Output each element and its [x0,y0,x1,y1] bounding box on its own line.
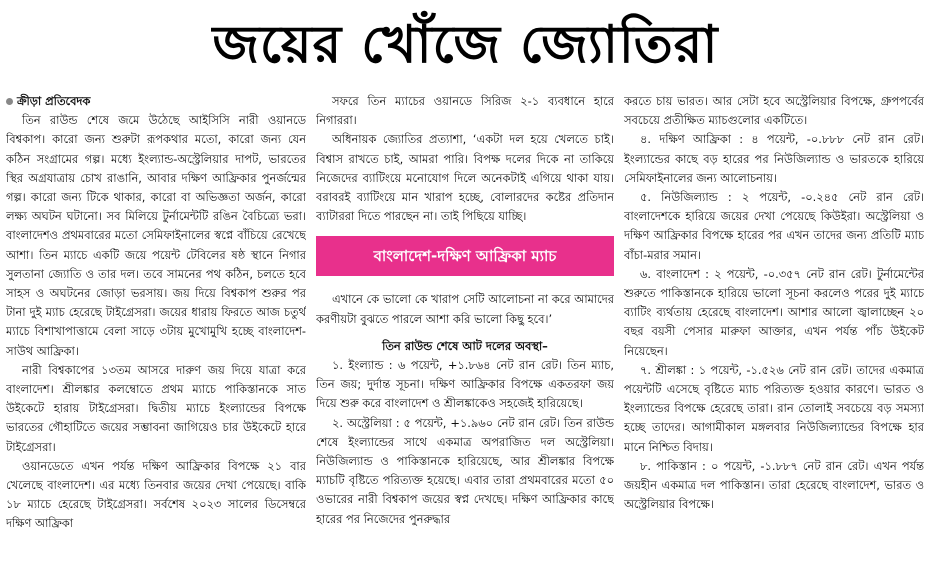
standing-entry: ১. ইংল্যান্ড : ৬ পয়েন্ট, +১.৮৬৪ নেট রান রেট। তিন ম্যাচ, তিন জয়; দুর্দান্ত সূচনা। দক্ষিণ আফ্রিকার বিপক্ষে একতরফা জয় দিয়ে শুরু করে বাংলাদেশ ও শ্রীলঙ্কাকেও সহজেই হারিয়েছে। [316,358,614,411]
standing-entry: ৪. দক্ষিণ আফ্রিকা : ৪ পয়েন্ট, -০.৮৮৮ নেট রান রেট। ইংল্যান্ডের কাছে বড় হারের পর নিউজিল্যান্ড ও ভারতকে হারিয়ে সেমিফাইনালের জন্য আলোচনায়। [624,132,924,185]
byline [6,92,306,111]
standing-entry: ৮. পাকিস্তান : ০ পয়েন্ট, -১.৮৮৭ নেট রান রেট। এখন পর্যন্ত জয়হীন একমাত্র দল পাকিস্তান। তারা হেরেছে বাংলাদেশ, ভারত ও অস্ট্রেলিয়ার বিপক্ষে। [624,458,924,512]
column-1 [6,92,306,588]
standing-entry: ২. অস্ট্রেলিয়া : ৫ পয়েন্ট, +১.৯৬০ নেট রান রেট। তিন রাউন্ড শেষে ইংল্যান্ডের সাথে একমাত্র অপরাজিত দল অস্ট্রেলিয়া। নিউজিল্যান্ড ও পাকিস্তানকে হারিয়েছে, আর শ্রীলঙ্কার বিপক্ষে ম্যাচটি বৃষ্টিতে পরিত্যক্ত হয়েছে। এবার তারা প্রথমবারের মতো ৫০ ওভারের নারী বিশ্বকাপ জয়ের স্বপ্ন দেখছে। দক্ষিণ আফ্রিকার কাছে হারের পর নিজেদের পুনরুদ্ধার [316,415,614,526]
paragraph: অধিনায়ক জ্যোতির প্রত্যাশা, ‘একটা দল হয়ে খেলতে চাই। বিশ্বাস রাখতে চাই, আমরা পারি। বিপক্ষ দলের দিকে না তাকিয়ে নিজেদের ব্যাটিংয়ে মনোযোগ দিলে অনেকটাই এগিয়ে থাকা যায়। বরাবরই ব্যাটিংয়ে মান খারাপ হচ্ছে, বোলারদের কষ্টের প্রতিদান ব্যাটাররা দিতে পারছেন না। তাই পিছিয়ে যাচ্ছি। [316,132,614,224]
standing-entry: ৭. শ্রীলঙ্কা : ১ পয়েন্ট, -১.৫২৬ নেট রান রেট। তাদের একমাত্র পয়েন্টটি এসেছে বৃষ্টিতে ম্যাচ পরিত্যক্ত হওয়ার কারণে। ভারত ও ইংল্যান্ডের বিপক্ষে হেরেছে তারা। রান তোলাই সবচেয়ে বড় সমস্যা হচ্ছে তাদের। আগামীকাল মঙ্গলবার নিউজিল্যান্ডের বিপক্ষে হার মানে নিশ্চিত বিদায়। [624,362,924,454]
paragraph: নারী বিশ্বকাপের ১৩তম আসরে দারুণ জয় দিয়ে যাত্রা করে বাংলাদেশ। শ্রীলঙ্কার কলম্বোতে প্রথম ম্যাচে পাকিস্তানকে সাত উইকেটে হারায় টাইগ্রেসরা। দ্বিতীয় ম্যাচে ইংল্যান্ডের বিপক্ষে ভারতের গৌহাটিতে জয়ের সম্ভাবনা জাগিয়েও চার উইকেটে হারে টাইগ্রেসরা। [6,362,306,454]
standings-heading: তিন রাউন্ড শেষে আট দলের অবস্থা– [382,338,548,353]
paragraph: ওয়ানডেতে এখন পর্যন্ত দক্ষিণ আফ্রিকার বিপক্ষে ২১ বার খেলেছে বাংলাদেশ। এর মধ্যে তিনবার জয়ের দেখা পেয়েছে। বাকি ১৮ ম্যাচে হেরেছে টাইগ্রেসরা। সর্বশেষ ২০২৩ সালের ডিসেম্বরে দক্ষিণ আফ্রিকা [6,458,306,531]
paragraph: তিন রাউন্ড শেষে জমে উঠেছে আইসিসি নারী ওয়ানডে বিশ্বকাপ। কারো জন্য শুরুটা রূপকথার মতো, কারো জন্য যেন কঠিন সংগ্রামের গল্প। মধ্যে ইংল্যান্ড-অস্ট্রেলিয়ার দাপট, ভারতের স্থির অগ্রযাত্রায় চোখ রাঙানি, আবার দক্ষিণ আফ্রিকার পুনর্জন্মের গল্প। কারো জন্য টিকে থাকার, কারো বা অভিজ্ঞতা অর্জন, কারো লক্ষ্য অঘটন ঘটানো। সব মিলিয়ে টুর্নামেন্টটি রঙিন বৈচিত্র্যে ভরা। বাংলাদেশও প্রথমবারের মতো সেমিফাইনালের স্বপ্নে বাঁচিয়ে রেখেছে আশা। তিন ম্যাচে একটি জয়ে পয়েন্ট টেবিলের ষষ্ঠ স্থানে নিগার সুলতানা জ্যোতি ও তার দল। তবে সামনের পথ কঠিন, চলতে হবে সাহস ও অঘটনের জোড়া ভরসায়। জয় দিয়ে বিশ্বকাপ শুরুর পর টানা দুই ম্যাচ হেরেছে টাইগ্রেসরা। জয়ের ধারায় ফিরতে আজ চতুর্থ ম্যাচে বিশাখাপাত্তামে বেলা সাড়ে ৩টায় মুখোমুখি হচ্ছে বাংলাদেশ-সাউথ আফ্রিকা। [6,113,306,358]
standing-entry: ৫. নিউজিল্যান্ড : ২ পয়েন্ট, -০.২৪৫ নেট রান রেট। বাংলাদেশকে হারিয়ে জয়ের দেখা পেয়েছে কিউইরা। অস্ট্রেলিয়া ও দক্ষিণ আফ্রিকার বিপক্ষে হারের পর এখন তাদের জন্য প্রতিটি ম্যাচ বাঁচা-মরার সমান। [624,190,924,262]
byline-text: ক্রীড়া প্রতিবেদক [17,94,91,108]
bullet-icon [6,98,13,105]
paragraph: এখানে কে ভালো কে খারাপ সেটি আলোচনা না করে আমাদের করণীয়টা বুঝতে পারলে আশা করি ভালো কিছু হবে।’ [316,292,614,326]
column-2 [316,92,614,588]
match-banner: বাংলাদেশ-দক্ষিণ আফ্রিকা ম্যাচ [316,236,614,276]
headline: জয়ের খোঁজে জ্যোতিরা [212,15,719,75]
column-3 [624,92,924,588]
standing-entry: ৬. বাংলাদেশ : ২ পয়েন্ট, -০.৩৫৭ নেট রান রেট। টুর্নামেন্টের শুরুতে পাকিস্তানকে হারিয়ে ভালো সূচনা করলেও পরের দুই ম্যাচে ব্যাটিং ব্যর্থতায় হেরেছে বাংলাদেশ। আশার আলো জ্বালাচ্ছেন ২০ বছর বয়সী পেসার মারুফা আক্তার, এখন পর্যন্ত পাঁচ উইকেট নিয়েছেন। [624,266,924,358]
paragraph: সফরে তিন ম্যাচের ওয়ানডে সিরিজ ২-১ ব্যবধানে হারে নিগাররা। [316,94,614,128]
paragraph: করতে চায় ভারত। আর সেটা হবে অস্ট্রেলিয়ার বিপক্ষে, গ্রুপপর্বের সবচেয়ে প্রতীক্ষিত ম্যাচগুলোর একটিতে। [624,94,924,128]
